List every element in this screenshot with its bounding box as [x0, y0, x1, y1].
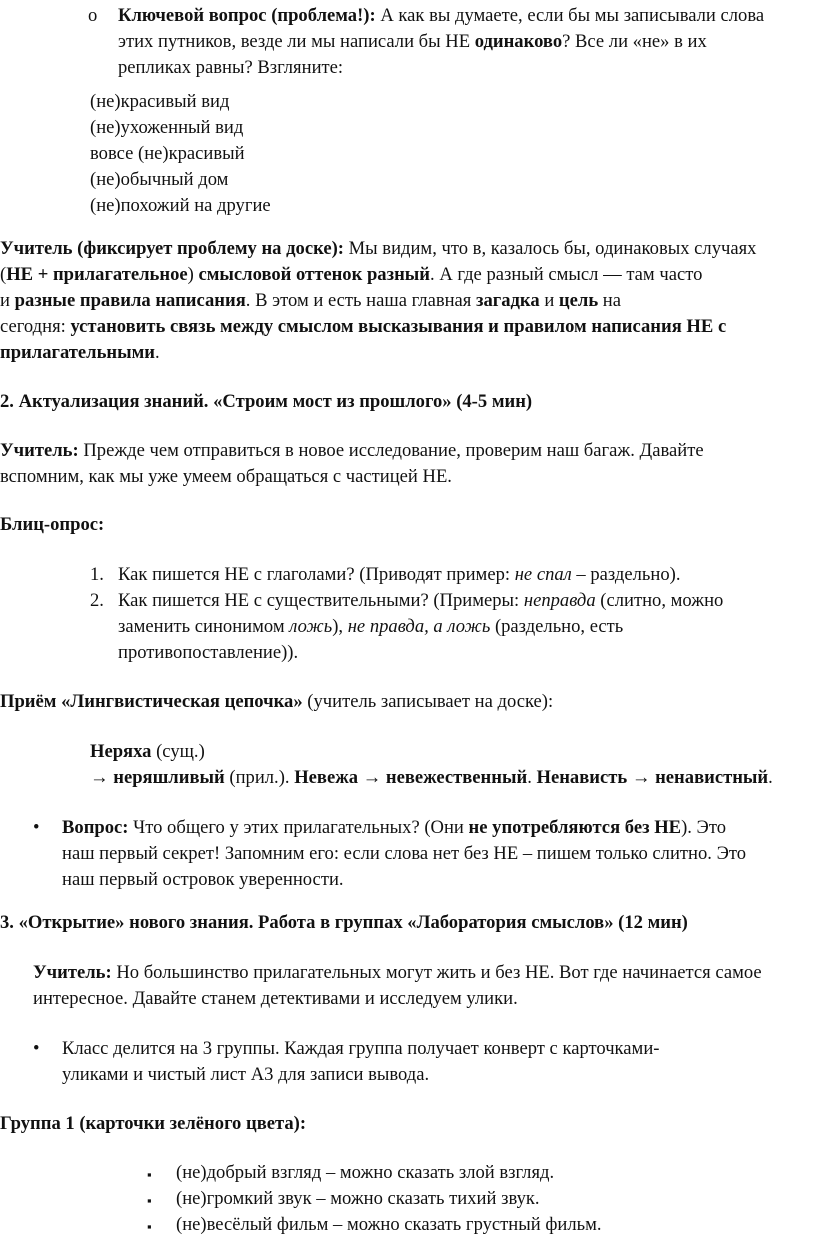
circle-bullet-icon: o: [88, 5, 98, 26]
example-item: (не)ухоженный вид: [90, 117, 244, 138]
teacher-detective-paragraph: Учитель: Но большинство прилагательных могут жить и без НЕ. Вот где начинается самое интересное. Давайте станем детективами и исследуем улики.: [33, 962, 762, 1009]
example-item: (не)похожий на другие: [90, 195, 271, 216]
section-3-heading: 3. «Открытие» нового знания. Работа в группах «Лаборатория смыслов» (12 мин): [0, 912, 688, 933]
example-list: [90, 89, 271, 219]
square-bullet-icon: ▪: [147, 1193, 152, 1208]
bullet-icon: •: [33, 817, 40, 838]
example-item: (не)обычный дом: [90, 169, 229, 190]
key-question-line-2: этих путников, везде ли мы написали бы НЕ одинаково? Все ли «не» в их: [118, 31, 707, 52]
teacher-intro-paragraph: Учитель: Прежде чем отправиться в новое исследование, проверим наш багаж. Давайте вспомним, как мы уже умеем обращаться с частицей НЕ.: [0, 440, 704, 487]
chain-words: Неряха (сущ.) → неряшливый (прил.). Невежа → невежественный. Ненависть → ненавистный.: [90, 741, 773, 788]
key-question-line-3: репликах равны? Взгляните:: [118, 57, 344, 78]
key-question-line-1: Ключевой вопрос (проблема!): А как вы думаете, если бы мы записывали слова: [118, 5, 765, 26]
section-2-heading: 2. Актуализация знаний. «Строим мост из прошлого» (4-5 мин): [0, 391, 533, 412]
list-number: 1.: [90, 564, 104, 585]
bullet-icon: •: [33, 1038, 40, 1059]
example-item: (не)красивый вид: [90, 91, 230, 112]
key-question: [118, 3, 764, 81]
square-bullet-icon: ▪: [147, 1167, 152, 1182]
group-1-item: (не)добрый взгляд – можно сказать злой взгляд.: [176, 1162, 555, 1183]
example-item: вовсе (не)красивый: [90, 143, 245, 164]
square-bullet-icon: ▪: [147, 1219, 152, 1234]
blitz-heading: Блиц-опрос:: [0, 514, 105, 535]
group-1-heading: Группа 1 (карточки зелёного цвета):: [0, 1113, 307, 1134]
group-1-item: (не)громкий звук – можно сказать тихий звук.: [176, 1188, 540, 1209]
group-1-item: (не)весёлый фильм – можно сказать грустный фильм.: [176, 1214, 602, 1235]
blitz-item-1: Как пишется НЕ с глаголами? (Приводят пример: не спал – раздельно).: [118, 564, 681, 585]
question-paragraph: Вопрос: Что общего у этих прилагательных? (Они не употребляются без НЕ). Это наш первый секрет! Запомним его: если слова нет без НЕ – пишем только слитно. Это наш первый островок уверенности.: [62, 817, 747, 890]
class-division-paragraph: Класс делится на 3 группы. Каждая группа получает конверт с карточками- уликами и чистый лист А3 для записи вывода.: [62, 1038, 660, 1085]
blitz-item-2: Как пишется НЕ с существительными? (Примеры: неправда (слитно, можно заменить синонимом ложь), не правда, а ложь (раздельно, есть противопоставление)).: [118, 590, 724, 663]
list-number: 2.: [90, 590, 104, 611]
chain-intro: Приём «Лингвистическая цепочка» (учитель записывает на доске):: [0, 691, 554, 712]
teacher-problem-paragraph: Учитель (фиксирует проблему на доске): Мы видим, что в, казалось бы, одинаковых случаях (НЕ + прилагательное) смысловой оттенок разный. А где разный смысл — там часто и разные правила написания. В этом и есть наша главная загадка и цель на сегодня: установить связь между смыслом высказывания и правилом написания НЕ с прилагательными.: [0, 238, 757, 363]
